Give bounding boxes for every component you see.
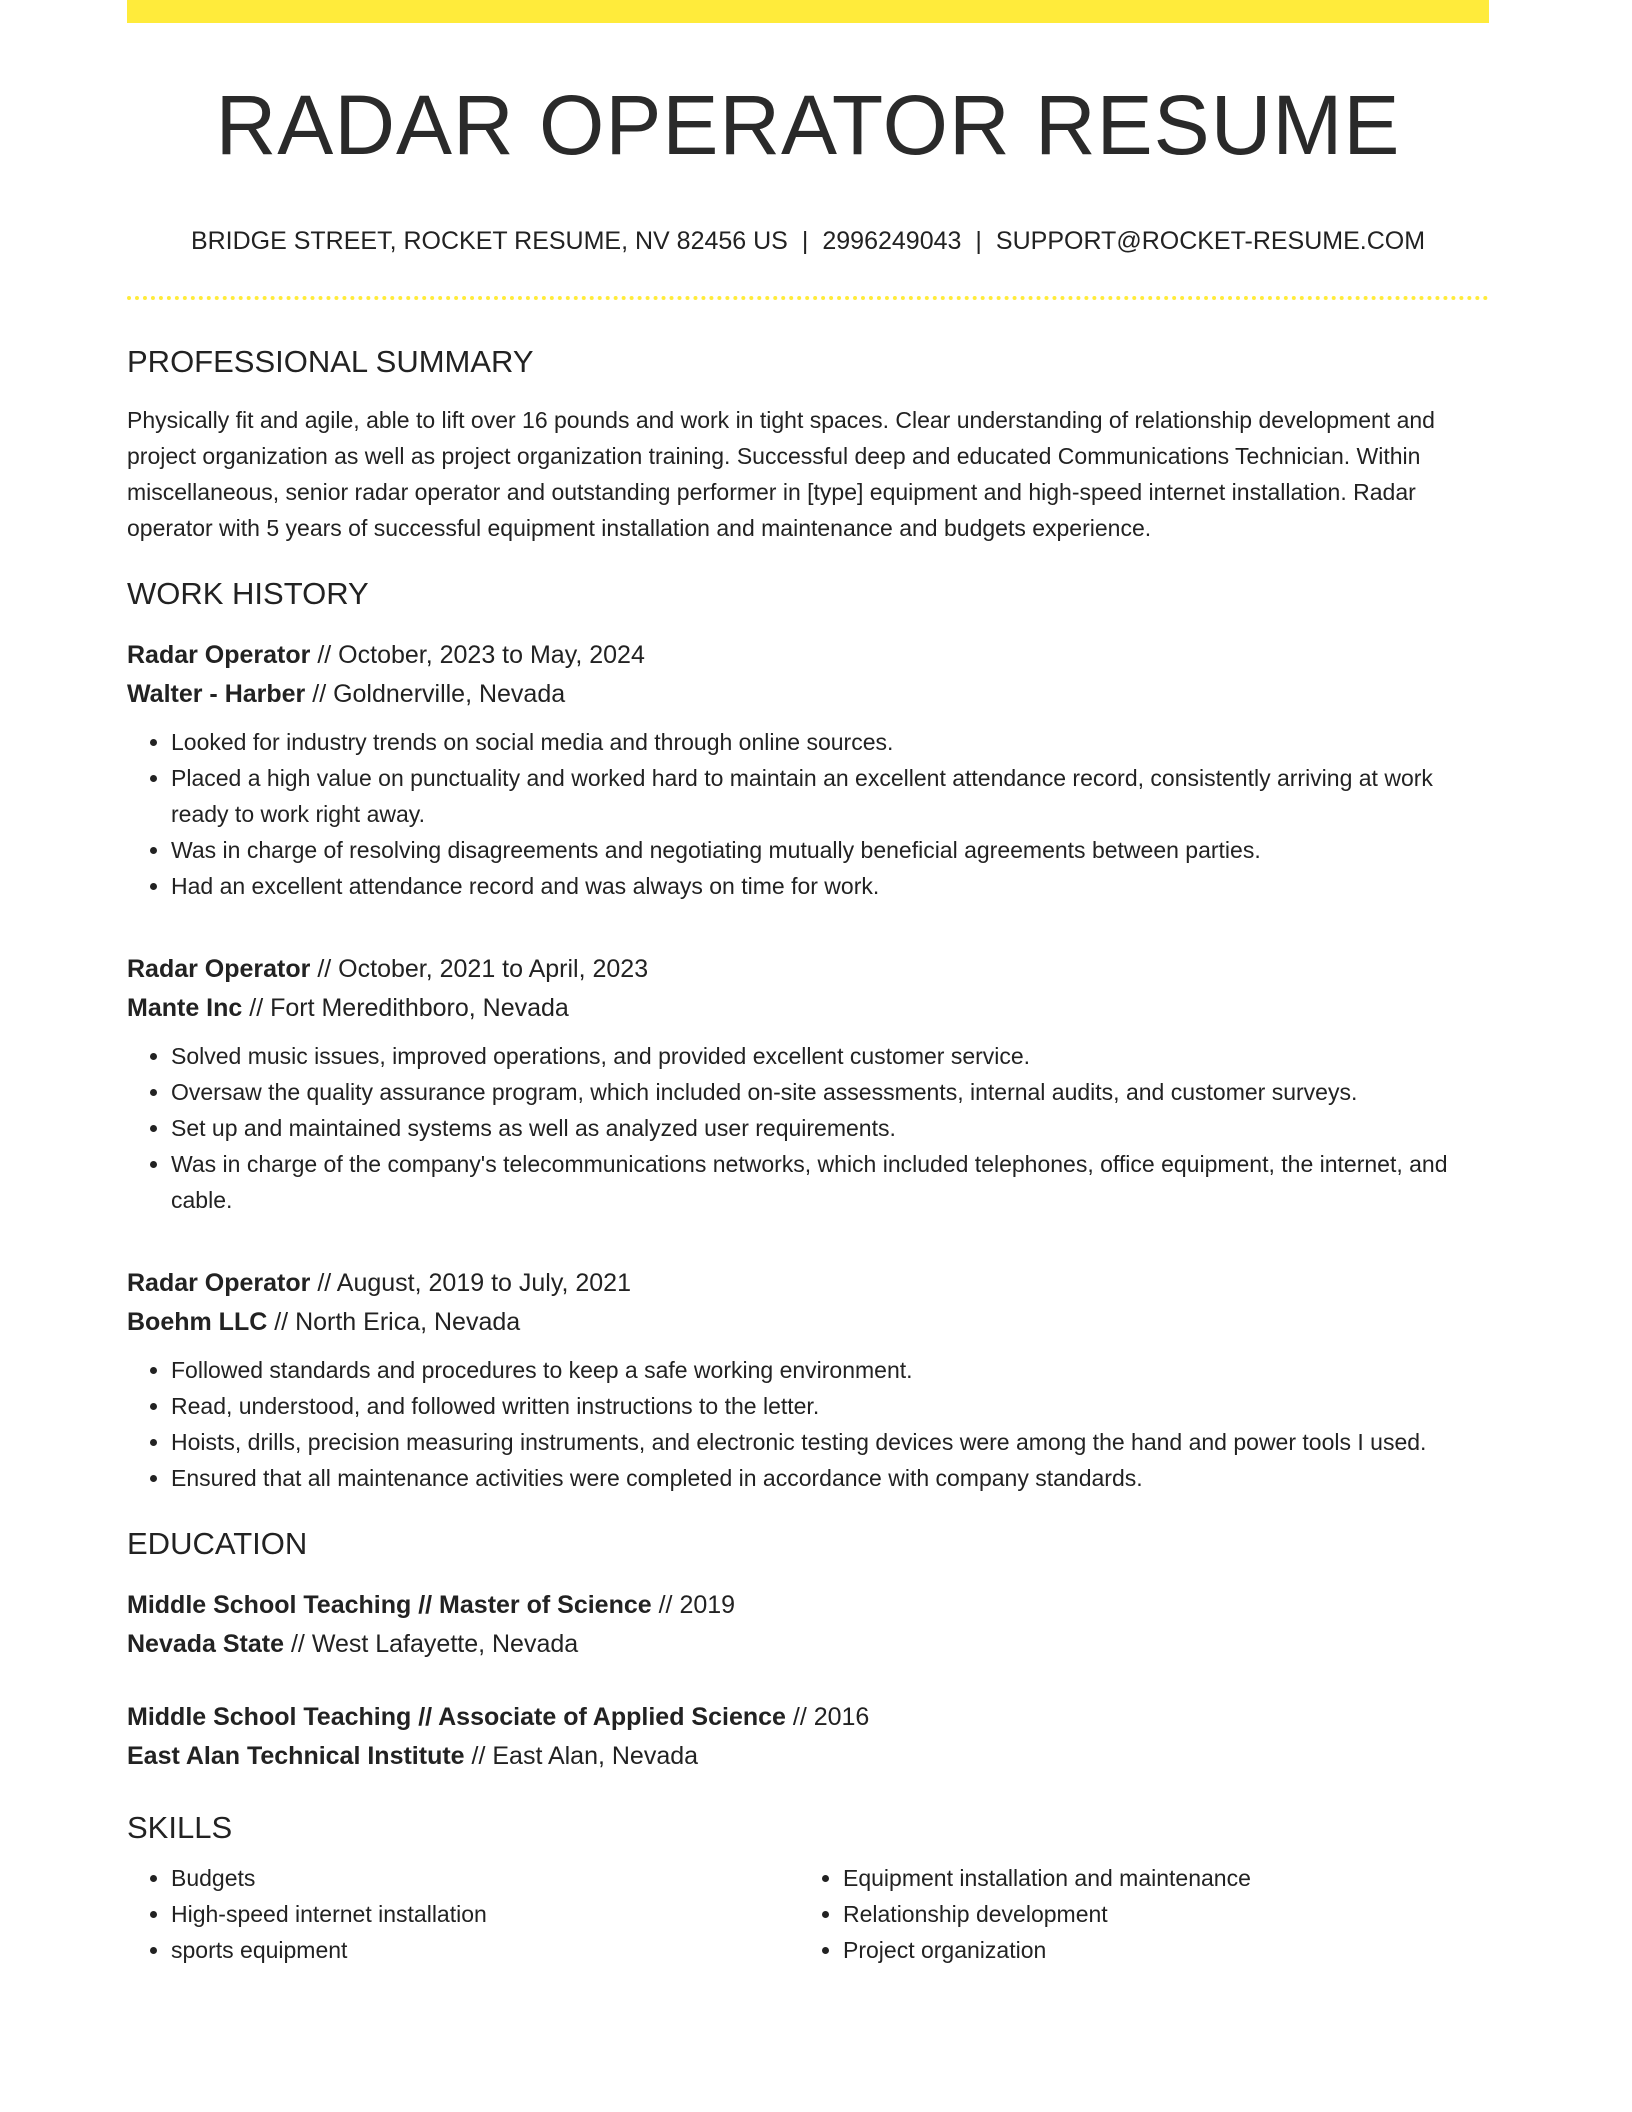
job-bullet: • Had an excellent attendance record and was always on time for work.: [171, 868, 1489, 904]
employer-line: [127, 1303, 1489, 1342]
employer-line: [127, 989, 1489, 1028]
job-bullet: • Was in charge of the company's telecommunications networks, which included telephones, office equipment, the internet, and cable.: [171, 1146, 1489, 1218]
work-history-heading: WORK HISTORY: [127, 576, 369, 612]
skill-item: • High-speed internet installation: [171, 1896, 799, 1932]
resume-page: [127, 0, 1489, 1968]
job-bullet: • Placed a high value on punctuality and worked hard to maintain an excellent attendance record, consistently arriving at work ready to work right away.: [171, 760, 1489, 832]
school-line: [127, 1625, 1489, 1664]
header-divider: [127, 296, 1489, 300]
skill-item: • Budgets: [171, 1860, 799, 1896]
job-title-line: [127, 1264, 1489, 1303]
job-title-line: [127, 950, 1489, 989]
contact-phone: 2996249043: [822, 227, 962, 256]
education-entry: [127, 1698, 1489, 1776]
contact-separator: |: [975, 227, 982, 256]
summary-heading: PROFESSIONAL SUMMARY: [127, 344, 534, 380]
skills-heading: SKILLS: [127, 1810, 233, 1846]
employer-location: // North Erica, Nevada: [267, 1308, 521, 1337]
employer-location: // Goldnerville, Nevada: [305, 680, 566, 709]
degree-name: Middle School Teaching // Associate of Applied Science: [127, 1703, 786, 1732]
job-bullet: • Ensured that all maintenance activities were completed in accordance with company standards.: [171, 1460, 1489, 1496]
school-line: [127, 1737, 1489, 1776]
school-location: // East Alan, Nevada: [464, 1742, 699, 1771]
job-bullet: • Looked for industry trends on social media and through online sources.: [171, 724, 1489, 760]
job-title: Radar Operator: [127, 955, 311, 984]
skill-item: • Project organization: [843, 1932, 1471, 1968]
top-accent-bar: [127, 0, 1489, 23]
degree-year: // 2019: [651, 1591, 736, 1620]
job-bullets: [127, 1352, 1489, 1496]
skills-list: [127, 1860, 799, 1968]
job-dates: // October, 2021 to April, 2023: [310, 955, 649, 984]
job-title: Radar Operator: [127, 1269, 311, 1298]
school-name: Nevada State: [127, 1630, 285, 1659]
degree-line: [127, 1586, 1489, 1625]
job-title-line: [127, 636, 1489, 675]
job-dates: // August, 2019 to July, 2021: [310, 1269, 631, 1298]
contact-separator: |: [801, 227, 809, 256]
contact-email: SUPPORT@ROCKET-RESUME.COM: [995, 227, 1426, 256]
skills-list: [799, 1860, 1471, 1968]
employer-name: Mante Inc: [127, 994, 243, 1023]
school-location: // West Lafayette, Nevada: [284, 1630, 579, 1659]
skill-item: • Equipment installation and maintenance: [843, 1860, 1471, 1896]
resume-title: RADAR OPERATOR RESUME: [215, 78, 1401, 172]
school-name: East Alan Technical Institute: [127, 1742, 465, 1771]
job-entry: [127, 950, 1489, 1218]
employer-line: [127, 675, 1489, 714]
job-entry: [127, 636, 1489, 904]
skill-item: • sports equipment: [171, 1932, 799, 1968]
job-title: Radar Operator: [127, 641, 311, 670]
employer-name: Boehm LLC: [127, 1308, 268, 1337]
degree-year: // 2016: [785, 1703, 870, 1732]
job-bullet: • Oversaw the quality assurance program, which included on-site assessments, internal audits, and customer surveys.: [171, 1074, 1489, 1110]
job-bullet: • Solved music issues, improved operations, and provided excellent customer service.: [171, 1038, 1489, 1074]
degree-line: [127, 1698, 1489, 1737]
job-bullet: • Followed standards and procedures to keep a safe working environment.: [171, 1352, 1489, 1388]
education-heading: EDUCATION: [127, 1526, 308, 1562]
contact-address: BRIDGE STREET, ROCKET RESUME, NV 82456 US: [190, 227, 788, 256]
job-bullet: • Was in charge of resolving disagreements and negotiating mutually beneficial agreements between parties.: [171, 832, 1489, 868]
job-bullets: [127, 1038, 1489, 1218]
contact-line: [127, 227, 1489, 256]
job-bullets: [127, 724, 1489, 904]
skills-column-right: [799, 1860, 1471, 1968]
job-bullet: • Set up and maintained systems as well as analyzed user requirements.: [171, 1110, 1489, 1146]
skill-item: • Relationship development: [843, 1896, 1471, 1932]
degree-name: Middle School Teaching // Master of Science: [127, 1591, 652, 1620]
summary-text: Physically fit and agile, able to lift over 16 pounds and work in tight spaces. Clear understanding of relationship development and project organization as well as project organization training. Successful deep and educated Communications Technician. Within miscellaneous, senior radar operator and outstanding performer in [type] equipment and high-speed internet installation. Radar operator with 5 years of successful equipment installation and maintenance and budgets experience.: [127, 407, 1435, 542]
employer-name: Walter - Harber: [127, 680, 306, 709]
job-bullet: • Hoists, drills, precision measuring instruments, and electronic testing devices were among the hand and power tools I used.: [171, 1424, 1489, 1460]
employer-location: // Fort Meredithboro, Nevada: [242, 994, 569, 1023]
job-bullet: • Read, understood, and followed written instructions to the letter.: [171, 1388, 1489, 1424]
skills-grid: [127, 1860, 1489, 1968]
skills-column-left: [127, 1860, 799, 1968]
education-entry: [127, 1586, 1489, 1664]
job-dates: // October, 2023 to May, 2024: [310, 641, 645, 670]
job-entry: [127, 1264, 1489, 1496]
